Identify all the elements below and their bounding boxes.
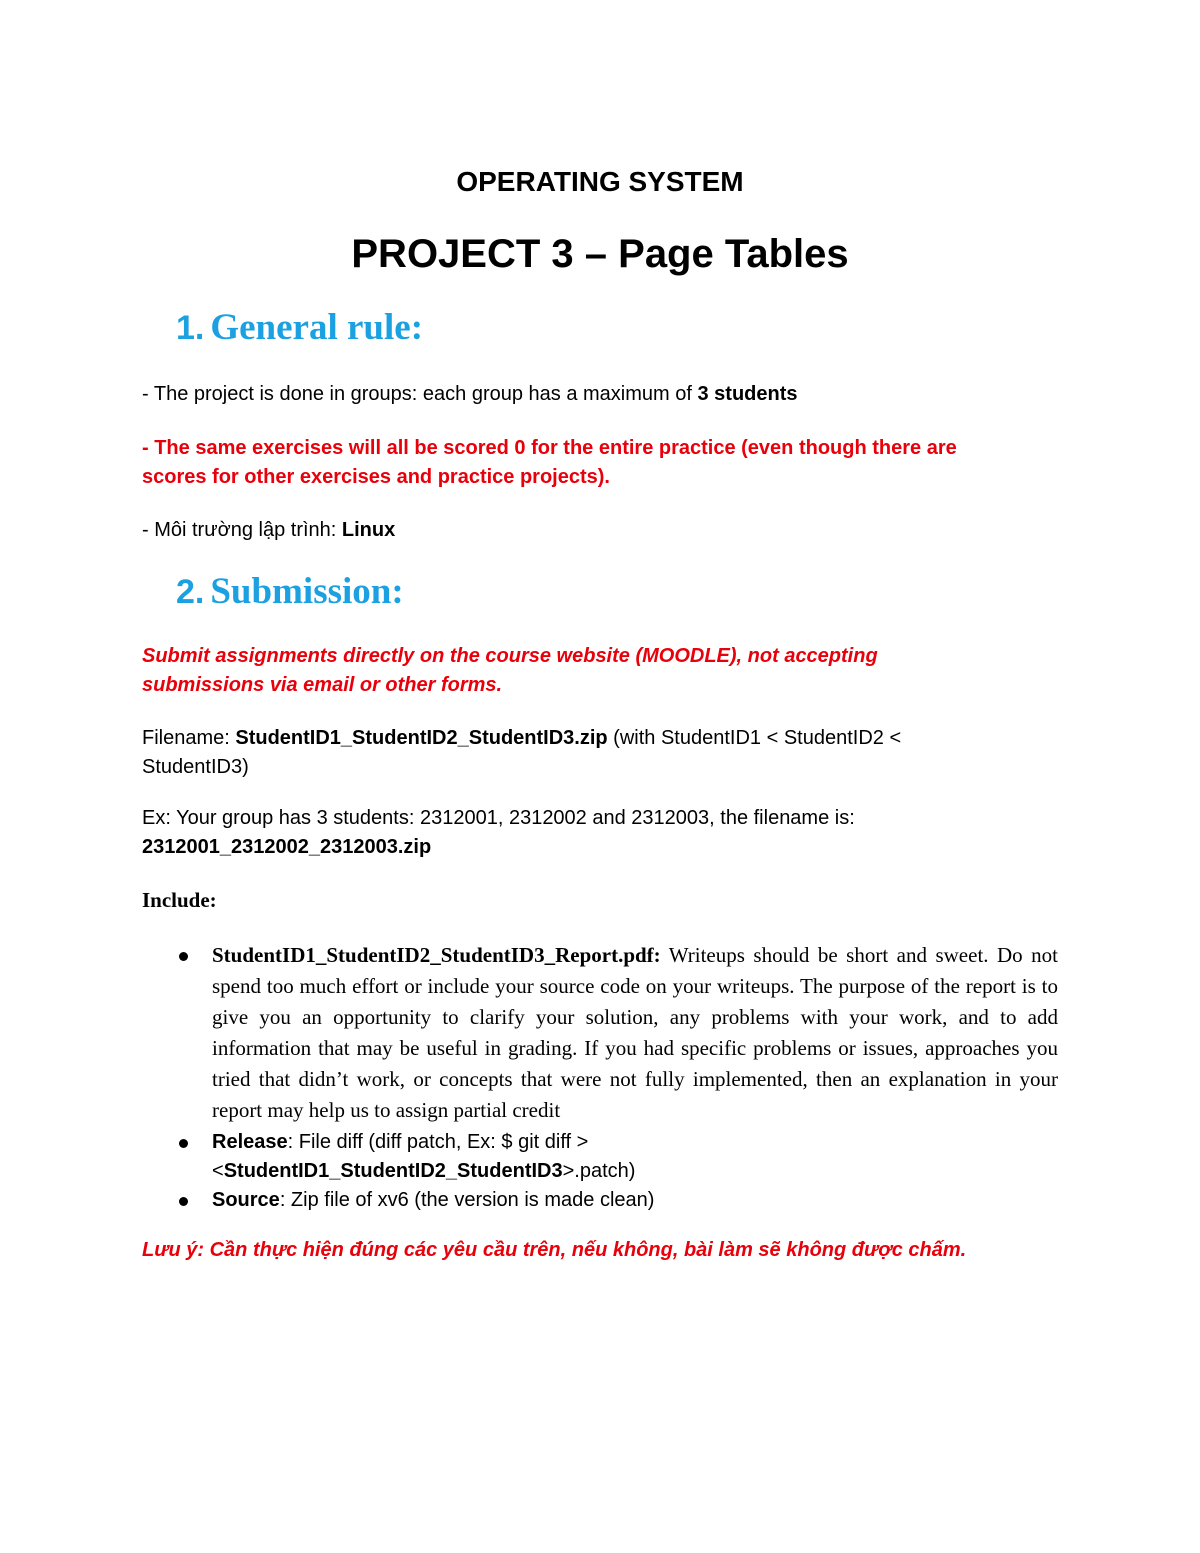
submission-notice [142, 642, 1058, 700]
item-description: < [212, 1160, 224, 1182]
section-heading-general-rule [176, 306, 423, 349]
rule-emphasis: Linux [341, 519, 396, 541]
item-title: Release [212, 1131, 288, 1153]
filename-label: Filename: [142, 727, 236, 749]
project-title: PROJECT 3 – Page Tables [351, 232, 849, 276]
filename-note: (with StudentID1 < StudentID2 < [607, 727, 902, 749]
rule-group-size [142, 380, 1058, 409]
warning-note: Lưu ý: Cần thực hiện đúng các yêu cầu trên, nếu không, bài làm sẽ không được chấm. [142, 1239, 967, 1261]
rule-emphasis: 3 students [697, 383, 798, 405]
item-description: >.patch) [562, 1160, 636, 1182]
filename-rule [142, 724, 1058, 782]
rule-line: - The same exercises will all be scored 0 for the entire practice (even though there are [142, 437, 957, 459]
section-title: General rule: [210, 307, 424, 348]
example-text: Ex: Your group has 3 students: 2312001, 2312002 and 2312003, the filename is: [142, 807, 855, 829]
bullet-icon [179, 952, 188, 961]
include-label: Include: [142, 888, 217, 912]
item-description: : File diff (diff patch, Ex: $ git diff > [287, 1131, 589, 1153]
section-number: 1. [176, 309, 205, 347]
item-emphasis: StudentID1_StudentID2_StudentID3 [223, 1160, 563, 1182]
filename-example [142, 804, 1058, 862]
list-item-release [176, 1128, 1058, 1186]
item-description: : Zip file of xv6 (the version is made clean) [279, 1189, 655, 1211]
rule-text: - Môi trường lập trình: [142, 519, 342, 541]
rule-environment [142, 516, 1058, 545]
notice-line: Submit assignments directly on the course website (MOODLE), not accepting [142, 645, 878, 667]
item-description: Writeups should be short and sweet. Do not spend too much effort or include your source code on your writeups. The purpose of the report is to give you an opportunity to clarify your solution, any problems with your work, and to add information that may be useful in grading. If you had specific problems or issues, approaches you tried that didn’t work, or concepts that were not fully implemented, then an explanation in your report may help us to assign partial credit [212, 943, 1058, 1122]
rule-line: scores for other exercises and practice projects). [142, 466, 610, 488]
bullet-icon [179, 1139, 188, 1148]
rule-text: - The project is done in groups: each group has a maximum of [142, 383, 698, 405]
filename-note: StudentID3) [142, 756, 249, 778]
include-list [176, 940, 1058, 1215]
course-title: OPERATING SYSTEM [456, 166, 744, 197]
section-number: 2. [176, 573, 205, 611]
item-title: Source [212, 1189, 280, 1211]
section-heading-submission [176, 570, 404, 613]
bullet-icon [179, 1197, 188, 1206]
notice-line: submissions via email or other forms. [142, 674, 503, 696]
rule-plagiarism [142, 434, 1058, 492]
filename-pattern: StudentID1_StudentID2_StudentID3.zip [235, 727, 608, 749]
example-filename: 2312001_2312002_2312003.zip [142, 836, 432, 858]
list-item-report [176, 940, 1058, 1126]
section-title: Submission: [210, 571, 404, 612]
item-title: StudentID1_StudentID2_StudentID3_Report.pdf: [212, 943, 661, 967]
list-item-source [176, 1186, 1058, 1215]
